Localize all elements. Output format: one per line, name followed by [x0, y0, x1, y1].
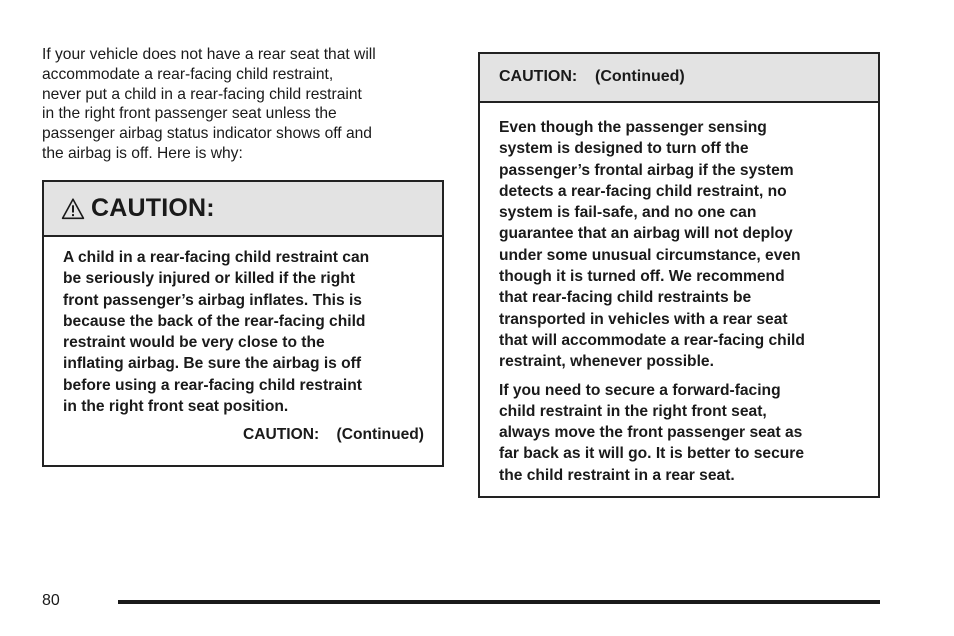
intro-line: accommodate a rear-facing child restraint, [42, 65, 334, 83]
warning-triangle-icon [61, 197, 85, 221]
caution-line: If you need to secure a forward-facing [499, 381, 781, 399]
caution-line: guarantee that an airbag will not deploy [499, 225, 793, 243]
caution-line: because the back of the rear-facing child [63, 312, 366, 330]
caution-line: though it is turned off. We recommend [499, 268, 785, 286]
intro-line: passenger airbag status indicator shows off and [42, 125, 372, 143]
caution-line: restraint would be very close to the [63, 334, 325, 352]
caution-line: system is designed to turn off the [499, 140, 749, 158]
caution-line: before using a rear-facing child restraint [63, 376, 362, 394]
intro-line: If your vehicle does not have a rear seat that will [42, 46, 376, 63]
caution-continued-box [478, 52, 880, 498]
caution-continued-title: CAUTION: (Continued) [499, 68, 685, 85]
caution-line: inflating airbag. Be sure the airbag is off [63, 355, 362, 373]
caution-line: restraint, whenever possible. [499, 353, 714, 371]
caution-line: passenger’s frontal airbag if the system [499, 161, 794, 179]
caution-line: A child in a rear-facing child restraint can [63, 249, 370, 266]
caution-line: front passenger’s airbag inflates. This is [63, 291, 362, 309]
caution-continued-body [480, 103, 878, 486]
caution-line: the child restraint in a rear seat. [499, 466, 735, 484]
intro-paragraph [42, 45, 442, 164]
caution-header [44, 182, 442, 237]
intro-line: never put a child in a rear-facing child restraint [42, 85, 362, 103]
caution-title: CAUTION: [91, 194, 215, 222]
caution-line: transported in vehicles with a rear seat [499, 310, 788, 328]
caution-line: system is fail-safe, and no one can [499, 204, 757, 222]
caution-line: always move the front passenger seat as [499, 424, 803, 442]
caution-continued-header [480, 54, 878, 103]
page-number: 80 [42, 592, 60, 609]
intro-line: the airbag is off. Here is why: [42, 144, 243, 162]
intro-line: in the right front passenger seat unless the [42, 105, 337, 123]
caution-line: far back as it will go. It is better to secure [499, 445, 805, 463]
caution-line: detects a rear-facing child restraint, no [499, 182, 787, 200]
caution-continued-footer: CAUTION: (Continued) [242, 426, 424, 444]
caution-box [42, 180, 444, 467]
caution-paragraph [499, 117, 878, 373]
caution-line: in the right front seat position. [63, 398, 289, 416]
caution-paragraph [499, 380, 878, 486]
caution-line: that rear-facing child restraints be [499, 289, 752, 307]
caution-line: that will accommodate a rear-facing child [499, 331, 805, 349]
caution-body [44, 237, 442, 417]
caution-line: under some unusual circumstance, even [499, 246, 801, 264]
footer-rule [118, 600, 880, 604]
caution-line: Even though the passenger sensing [499, 119, 767, 136]
caution-line: be seriously injured or killed if the right [63, 270, 356, 288]
caution-line: child restraint in the right front seat, [499, 402, 767, 420]
